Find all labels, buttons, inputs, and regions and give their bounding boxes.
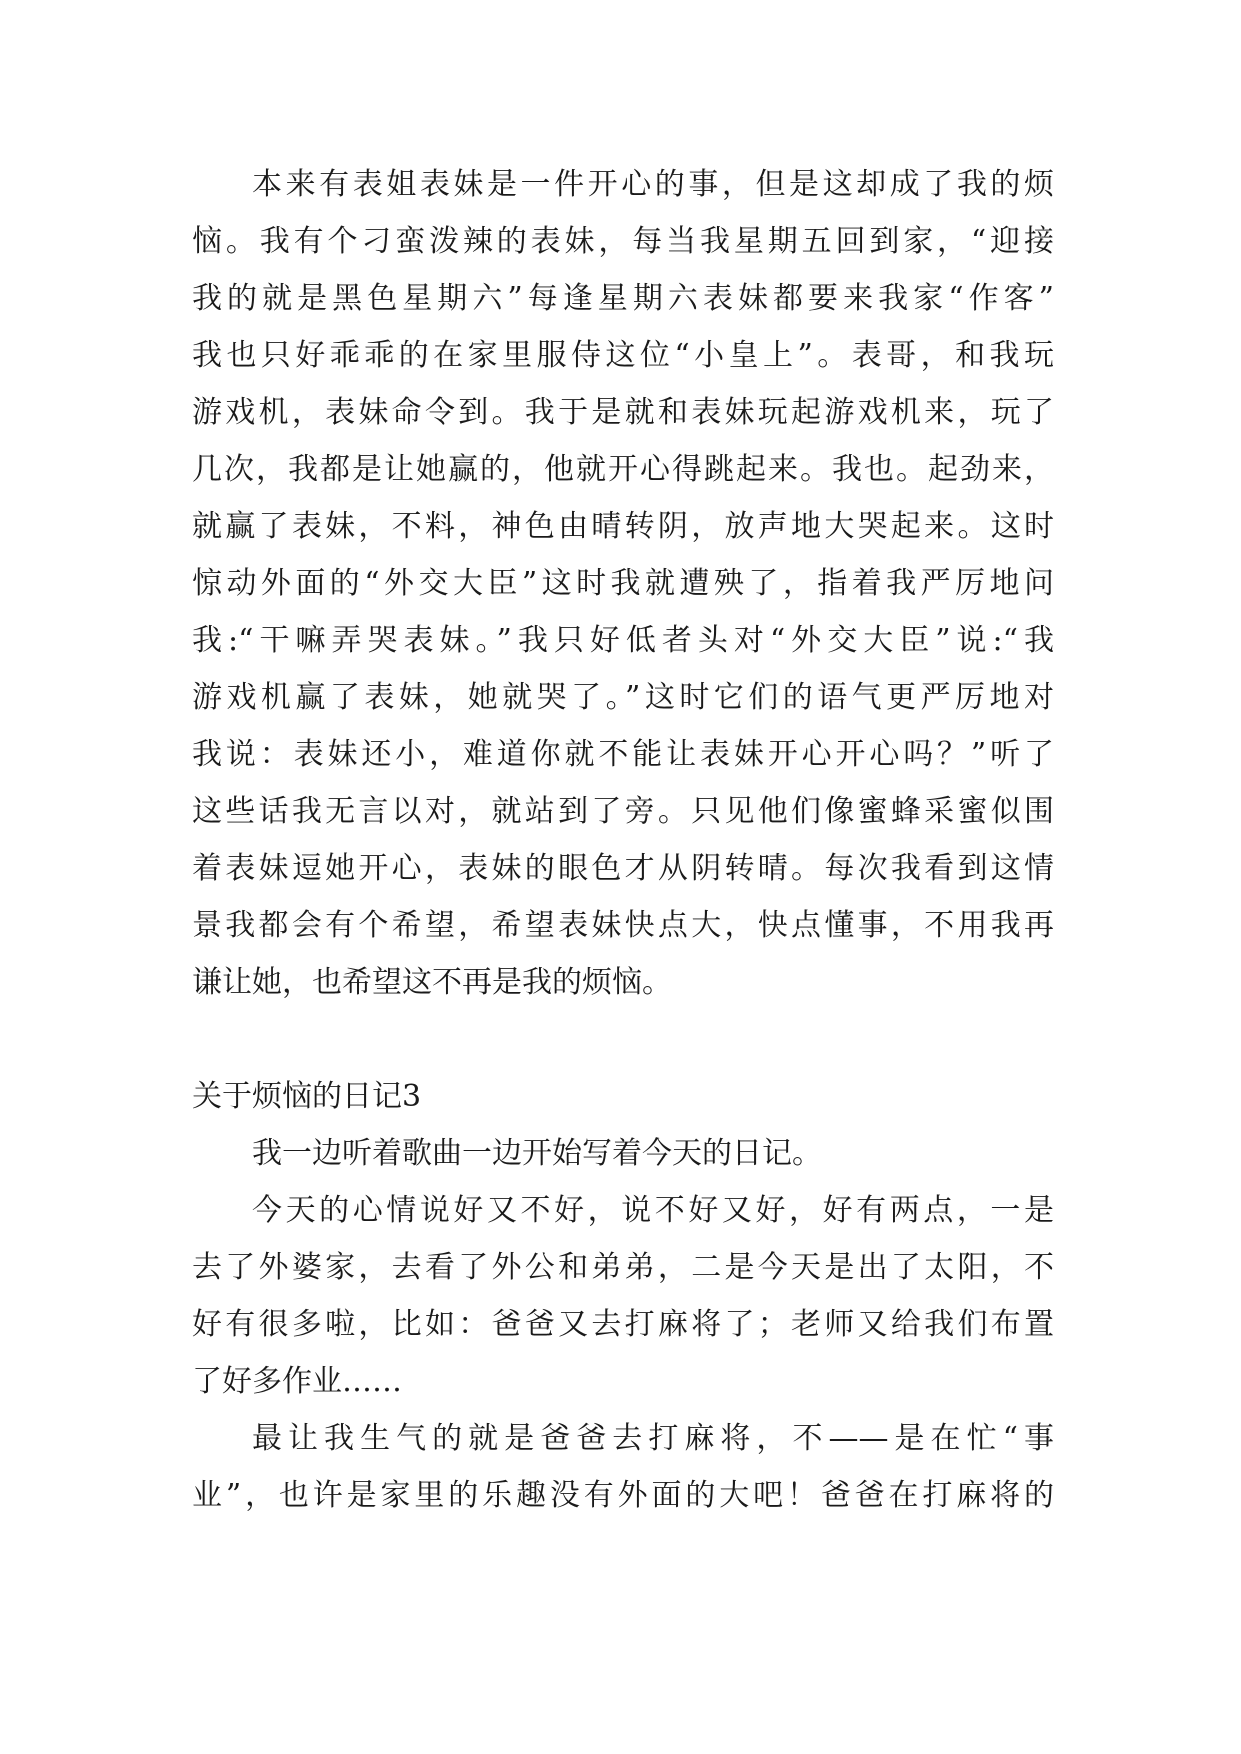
section-title: 关于烦恼的日记3 xyxy=(192,1079,422,1114)
text-line: 今天的心情说好又不好，说不好又好，好有两点，一是 xyxy=(252,1193,1054,1228)
text-line: 几次，我都是让她赢的，他就开心得跳起来。我也。起劲来， xyxy=(192,452,1054,487)
text-line: 恼。我有个刁蛮泼辣的表妹，每当我星期五回到家，“迎接 xyxy=(192,224,1054,259)
paragraph-gap xyxy=(192,1011,1054,1068)
text-line: 景我都会有个希望，希望表妹快点大，快点懂事，不用我再 xyxy=(192,908,1054,943)
text-line: 就赢了表妹，不料，神色由晴转阴，放声地大哭起来。这时 xyxy=(192,509,1054,544)
text-line: 我说：表妹还小，难道你就不能让表妹开心开心吗？”听了 xyxy=(192,737,1054,772)
paragraph-2 xyxy=(192,1125,1054,1182)
text-line: 我也只好乖乖的在家里服侍这位“小皇上”。表哥，和我玩 xyxy=(192,338,1054,373)
text-line: 我:“干嘛弄哭表妹。”我只好低者头对“外交大臣”说:“我 xyxy=(192,623,1054,658)
text-line: 着表妹逗她开心，表妹的眼色才从阴转晴。每次我看到这情 xyxy=(192,851,1054,886)
text-line: 我的就是黑色星期六”每逢星期六表妹都要来我家“作客” xyxy=(192,281,1054,316)
text-line: 本来有表姐表妹是一件开心的事，但是这却成了我的烦 xyxy=(252,167,1054,202)
text-line: 游戏机赢了表妹，她就哭了。”这时它们的语气更严厉地对 xyxy=(192,680,1054,715)
paragraph-1 xyxy=(192,156,1054,1011)
paragraph-4 xyxy=(192,1410,1054,1524)
text-line: 谦让她，也希望这不再是我的烦恼。 xyxy=(192,965,672,1000)
text-line: 去了外婆家，去看了外公和弟弟，二是今天是出了太阳，不 xyxy=(192,1250,1054,1285)
text-line: 好有很多啦，比如：爸爸又去打麻将了；老师又给我们布置 xyxy=(192,1307,1054,1342)
text-line: 我一边听着歌曲一边开始写着今天的日记。 xyxy=(252,1136,822,1171)
text-line: 惊动外面的“外交大臣”这时我就遭殃了，指着我严厉地问 xyxy=(192,566,1054,601)
text-line: 这些话我无言以对，就站到了旁。只见他们像蜜蜂采蜜似围 xyxy=(192,794,1054,829)
text-line: 了好多作业…… xyxy=(192,1364,402,1399)
text-line: 游戏机，表妹命令到。我于是就和表妹玩起游戏机来，玩了 xyxy=(192,395,1054,430)
text-line: 最让我生气的就是爸爸去打麻将，不——是在忙“事 xyxy=(252,1421,1054,1456)
paragraph-3 xyxy=(192,1182,1054,1410)
text-line: 业”，也许是家里的乐趣没有外面的大吧！爸爸在打麻将的 xyxy=(192,1478,1054,1513)
document-body xyxy=(192,156,1054,1524)
